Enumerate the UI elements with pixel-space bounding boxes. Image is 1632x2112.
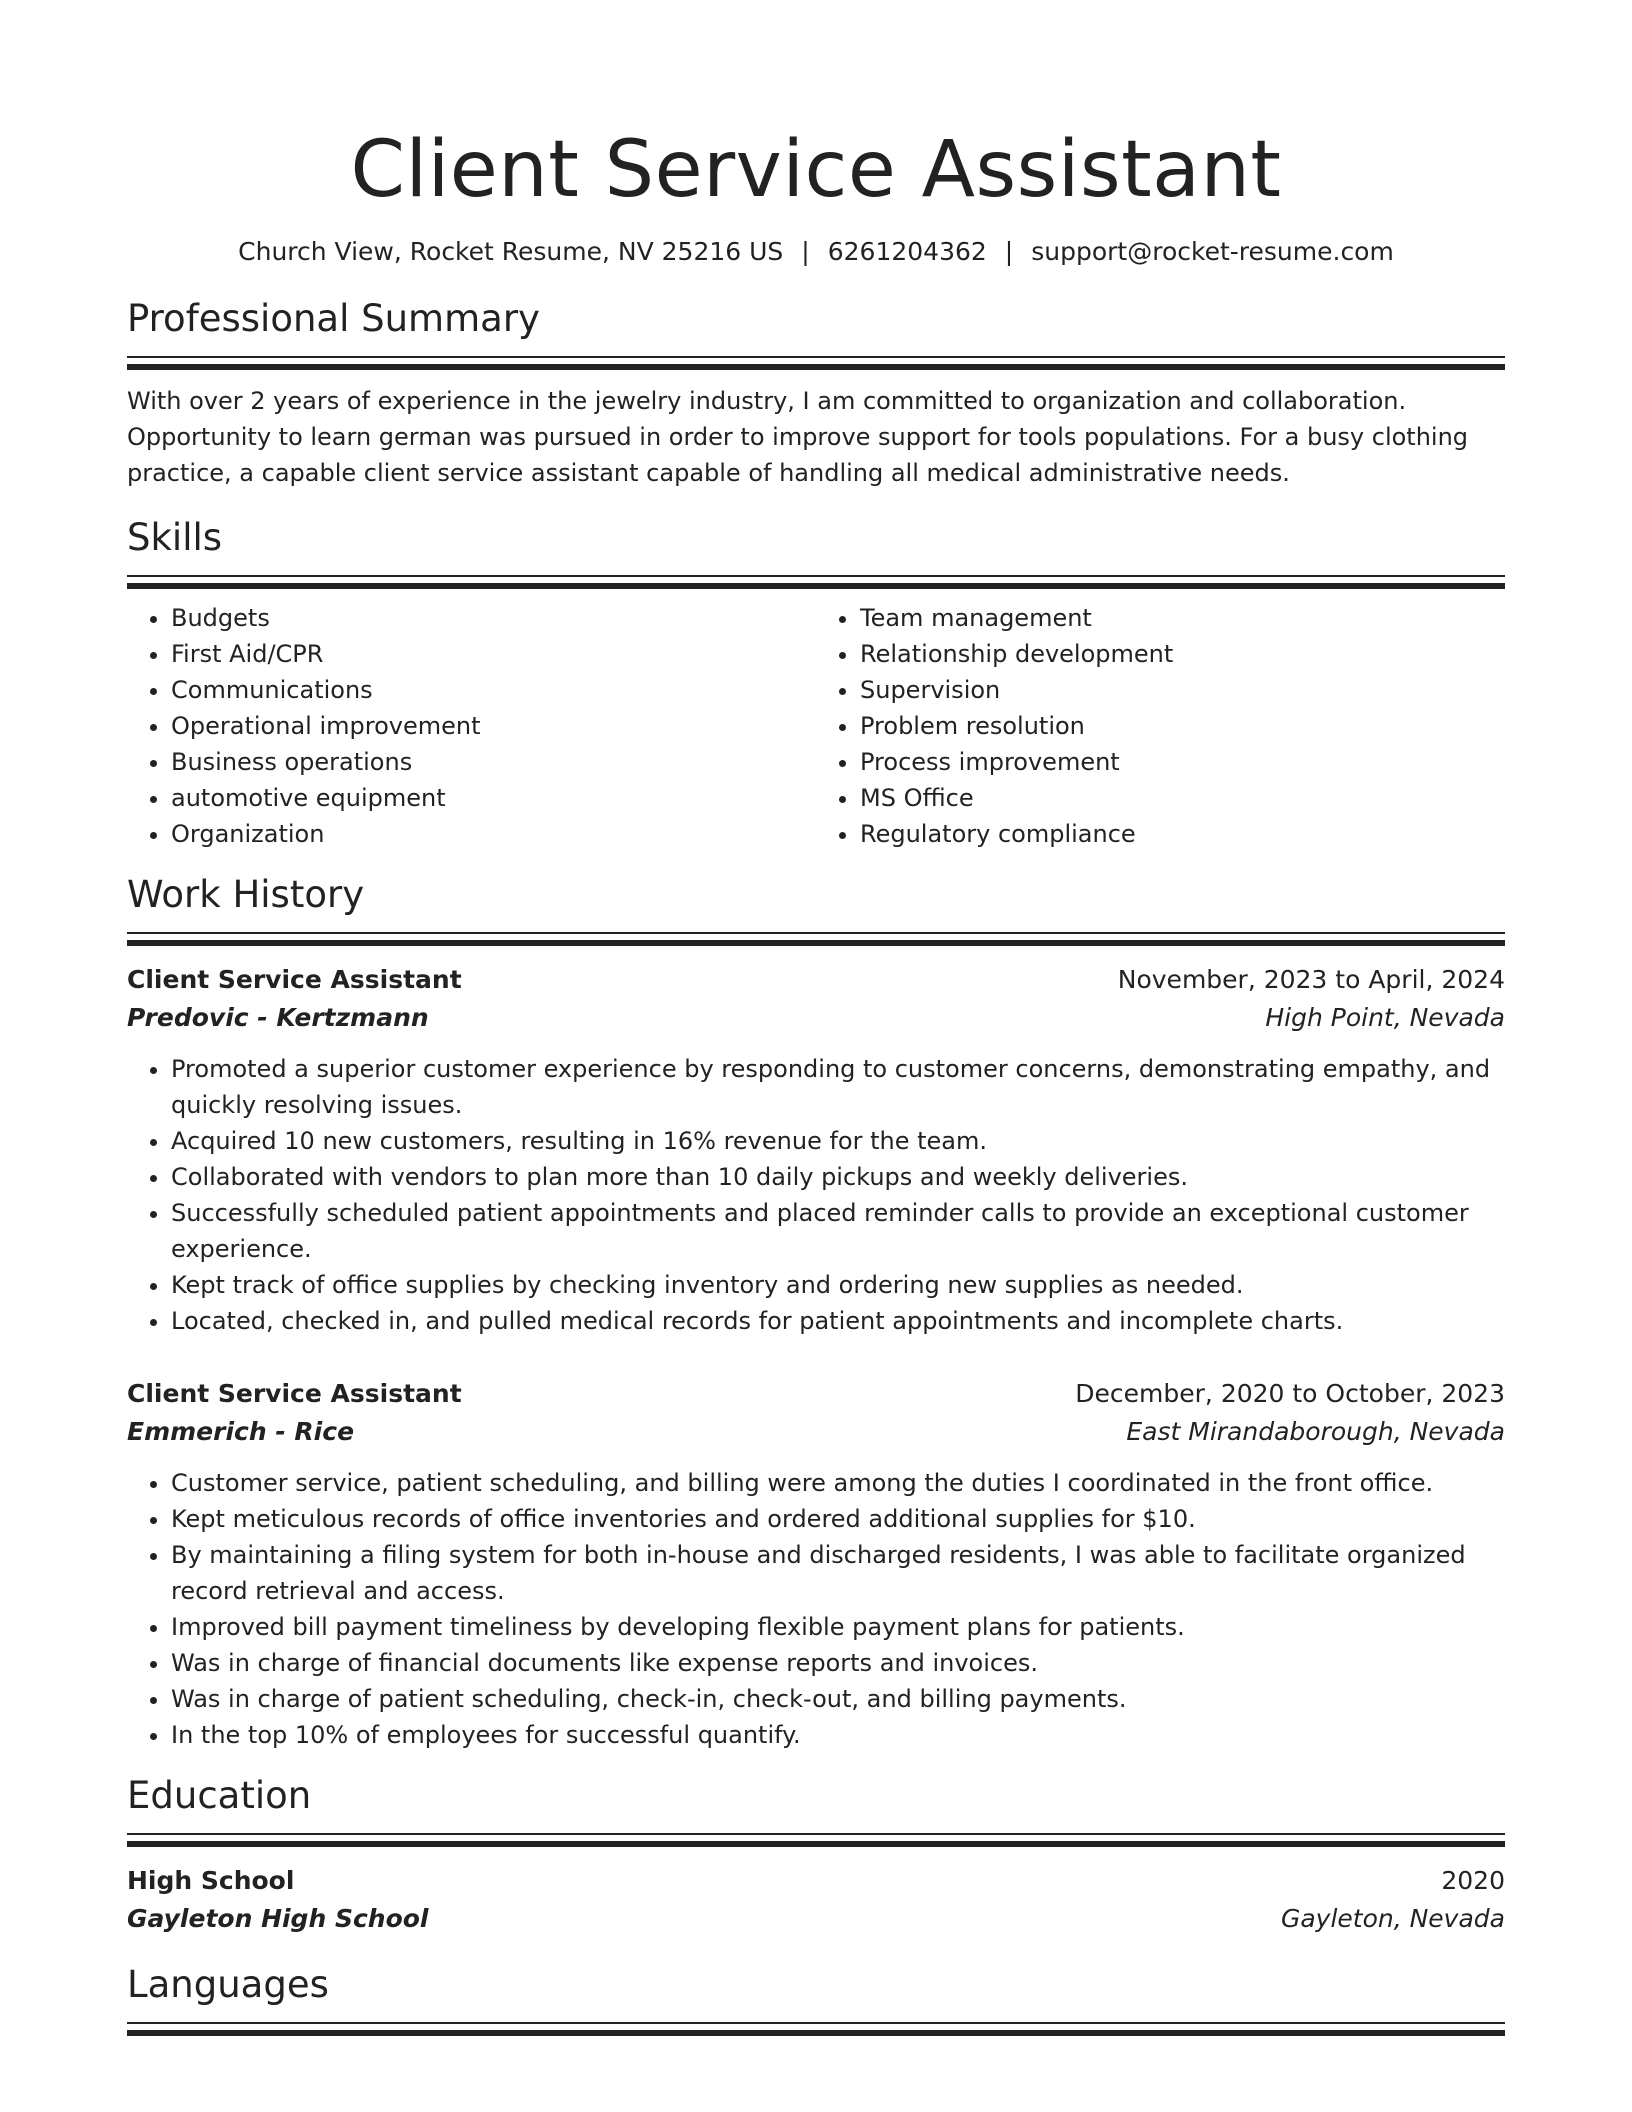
contact-separator: | xyxy=(1004,237,1014,266)
job-location: East Mirandaborough, Nevada xyxy=(1126,1417,1505,1446)
skill-item: • automotive equipment xyxy=(171,780,816,816)
section-divider xyxy=(127,2022,1505,2035)
section-title-summary: Professional Summary xyxy=(127,297,540,340)
job-bullet: • Collaborated with vendors to plan more than 10 daily pickups and weekly deliveries. xyxy=(171,1159,1505,1195)
education-school-row xyxy=(127,1900,1505,1938)
skill-item: • Process improvement xyxy=(860,744,1505,780)
job-location: High Point, Nevada xyxy=(1265,1003,1505,1032)
section-divider xyxy=(127,1833,1505,1846)
contact-separator: | xyxy=(801,237,810,266)
summary-section xyxy=(127,294,1505,491)
contact-email: support@rocket-resume.com xyxy=(1031,237,1394,266)
skills-list-right xyxy=(816,600,1505,852)
job-bullet: • Kept track of office supplies by checking inventory and ordering new supplies as needed. xyxy=(171,1267,1505,1303)
education-header-row xyxy=(127,1862,1505,1900)
education-entry xyxy=(127,1862,1505,1938)
section-divider xyxy=(127,575,1505,588)
skill-item: • Business operations xyxy=(171,744,816,780)
languages-section xyxy=(127,1960,1505,2035)
skill-item: • Regulatory compliance xyxy=(860,816,1505,852)
section-title-skills: Skills xyxy=(127,516,223,559)
summary-text: With over 2 years of experience in the jewelry industry, I am committed to organization and collaboration. Opportunity to learn german was pursued in order to improve support for tools populations. For a busy clothing practice, a capable client service assistant capable of handling all medical administrative needs. xyxy=(127,387,1469,487)
job-header-row xyxy=(127,961,1505,999)
resume-name: Client Service Assistant xyxy=(350,125,1282,215)
job-bullet: • In the top 10% of employees for successful quantify. xyxy=(171,1717,1505,1753)
education-degree: High School xyxy=(127,1866,295,1895)
job-bullet: • Improved bill payment timeliness by developing flexible payment plans for patients. xyxy=(171,1609,1505,1645)
contact-phone: 6261204362 xyxy=(827,237,987,266)
job-bullet: • Kept meticulous records of office inventories and ordered additional supplies for $10. xyxy=(171,1501,1505,1537)
section-divider xyxy=(127,932,1505,945)
job-company: Predovic - Kertzmann xyxy=(127,1003,429,1032)
job-dates: November, 2023 to April, 2024 xyxy=(1117,965,1505,994)
section-divider xyxy=(127,356,1505,369)
skill-item: • Relationship development xyxy=(860,636,1505,672)
job-role: Client Service Assistant xyxy=(127,1379,462,1408)
skills-columns xyxy=(127,600,1505,852)
section-title-work-history: Work History xyxy=(127,873,365,916)
skill-item: • Organization xyxy=(171,816,816,852)
work-history-section xyxy=(127,870,1505,1753)
job-bullet: • Was in charge of patient scheduling, check-in, check-out, and billing payments. xyxy=(171,1681,1505,1717)
job-company-row xyxy=(127,999,1505,1037)
skills-list-left xyxy=(127,600,816,852)
job-company-row xyxy=(127,1413,1505,1451)
education-year: 2020 xyxy=(1441,1866,1505,1895)
education-section xyxy=(127,1771,1505,1938)
skill-item: • First Aid/CPR xyxy=(171,636,816,672)
skill-item: • Budgets xyxy=(171,600,816,636)
education-location: Gayleton, Nevada xyxy=(1280,1904,1505,1933)
contact-line xyxy=(127,234,1505,270)
education-school: Gayleton High School xyxy=(127,1904,429,1933)
job-bullet: • Promoted a superior customer experience by responding to customer concerns, demonstrating empathy, and quickly resolving issues. xyxy=(171,1051,1505,1123)
skill-item: • Supervision xyxy=(860,672,1505,708)
job-bullets xyxy=(127,1051,1505,1339)
job-bullet: • Successfully scheduled patient appointments and placed reminder calls to provide an exceptional customer experience. xyxy=(171,1195,1505,1267)
job-dates: December, 2020 to October, 2023 xyxy=(1075,1379,1505,1408)
job-bullet: • Customer service, patient scheduling, and billing were among the duties I coordinated in the front office. xyxy=(171,1465,1505,1501)
skill-item: • MS Office xyxy=(860,780,1505,816)
job-header-row xyxy=(127,1375,1505,1413)
job-bullet: • Was in charge of financial documents like expense reports and invoices. xyxy=(171,1645,1505,1681)
skill-item: • Problem resolution xyxy=(860,708,1505,744)
job-bullet: • By maintaining a filing system for both in-house and discharged residents, I was able to facilitate organized record retrieval and access. xyxy=(171,1537,1505,1609)
job-bullet: • Located, checked in, and pulled medical records for patient appointments and incomplete charts. xyxy=(171,1303,1505,1339)
job-bullet: • Acquired 10 new customers, resulting in 16% revenue for the team. xyxy=(171,1123,1505,1159)
skills-section xyxy=(127,513,1505,852)
section-title-education: Education xyxy=(127,1774,312,1817)
job-role: Client Service Assistant xyxy=(127,965,462,994)
job-entry xyxy=(127,961,1505,1339)
skill-item: • Operational improvement xyxy=(171,708,816,744)
skill-item: • Communications xyxy=(171,672,816,708)
skill-item: • Team management xyxy=(860,600,1505,636)
job-entry xyxy=(127,1375,1505,1753)
section-title-languages: Languages xyxy=(127,1963,329,2006)
job-bullets xyxy=(127,1465,1505,1753)
contact-address: Church View, Rocket Resume, NV 25216 US xyxy=(238,237,784,266)
job-company: Emmerich - Rice xyxy=(127,1417,355,1446)
